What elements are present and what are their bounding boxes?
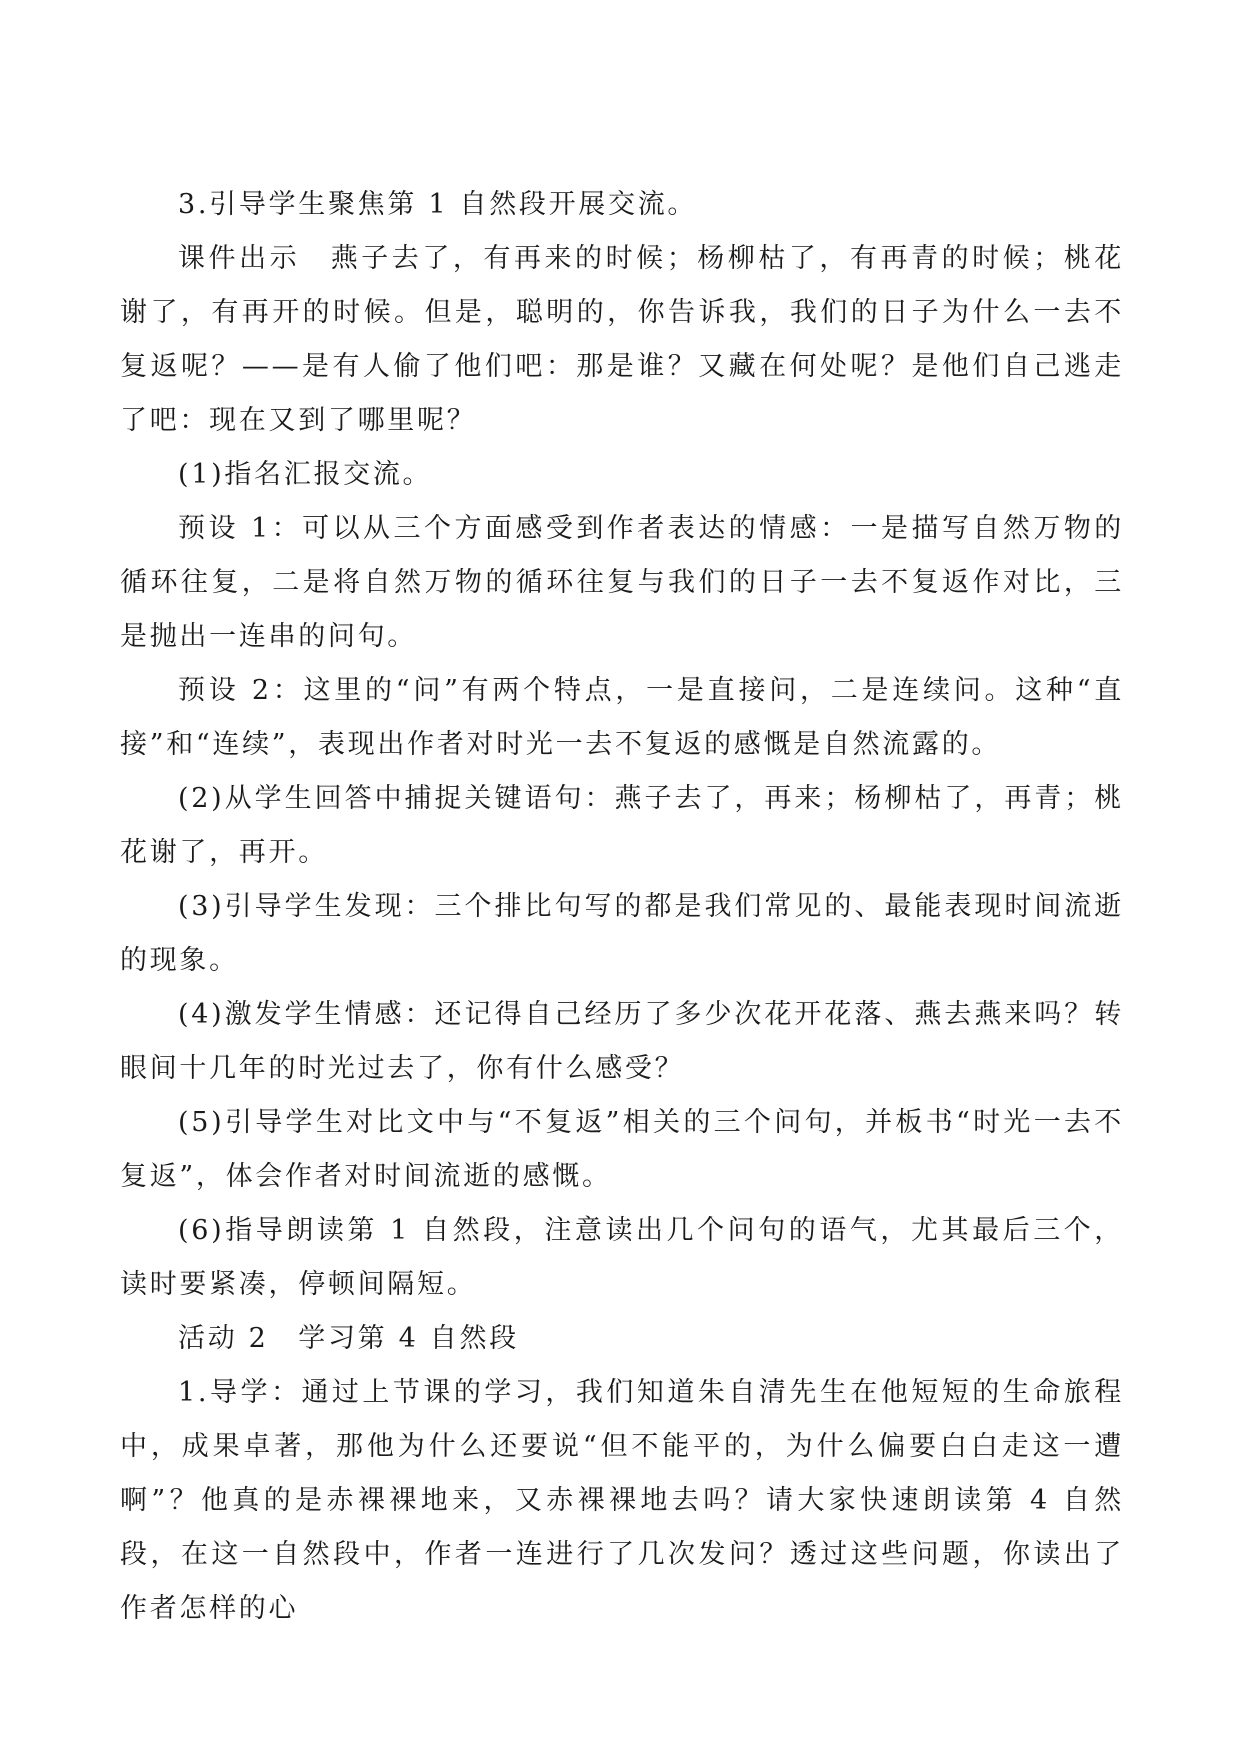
paragraph-item-6: (6)指导朗读第 1 自然段，注意读出几个问句的语气，尤其最后三个，读时要紧凑，停顿间隔短。 — [120, 1215, 1124, 1300]
paragraph-item-4: (4)激发学生情感：还记得自己经历了多少次花开花落、燕去燕来吗？转眼间十几年的时光过去了，你有什么感受？ — [120, 999, 1124, 1084]
paragraph-preset-2: 预设 2：这里的“问”有两个特点，一是直接问，二是连续问。这种“直接”和“连续”，表现出作者对时光一去不复返的感慨是自然流露的。 — [120, 675, 1124, 760]
paragraph-preset-1: 预设 1：可以从三个方面感受到作者表达的情感：一是描写自然万物的循环往复，二是将自然万物的循环往复与我们的日子一去不复返作对比，三是抛出一连串的问句。 — [120, 513, 1124, 652]
paragraph-guide-1: 1.导学：通过上节课的学习，我们知道朱自清先生在他短短的生命旅程中，成果卓著，那他为什么还要说“但不能平的，为什么偏要白白走这一遭啊”？他真的是赤裸裸地来，又赤裸裸地去吗？请大家快速朗读第 4 自然段，在这一自然段中，作者一连进行了几次发问？透过这些问题，你读出了作者怎样的心 — [120, 1377, 1124, 1624]
paragraph-item-5: (5)引导学生对比文中与“不复返”相关的三个问句，并板书“时光一去不复返”，体会作者对时间流逝的感慨。 — [120, 1107, 1124, 1192]
section-heading-activity-2: 活动 2 学习第 4 自然段 — [178, 1323, 519, 1354]
paragraph-item-1: (1)指名汇报交流。 — [178, 459, 433, 490]
paragraph-item-2: (2)从学生回答中捕捉关键语句：燕子去了，再来；杨柳枯了，再青；桃花谢了，再开。 — [120, 783, 1124, 868]
paragraph-item-3: (3)引导学生发现：三个排比句写的都是我们常见的、最能表现时间流逝的现象。 — [120, 891, 1124, 976]
paragraph-step-3: 3.引导学生聚焦第 1 自然段开展交流。 — [178, 189, 698, 220]
document-page — [120, 178, 1124, 1636]
paragraph-courseware-quote: 课件出示 燕子去了，有再来的时候；杨柳枯了，有再青的时候；桃花谢了，有再开的时候。但是，聪明的，你告诉我，我们的日子为什么一去不复返呢？——是有人偷了他们吧：那是谁？又藏在何处呢？是他们自己逃走了吧：现在又到了哪里呢？ — [120, 243, 1124, 436]
